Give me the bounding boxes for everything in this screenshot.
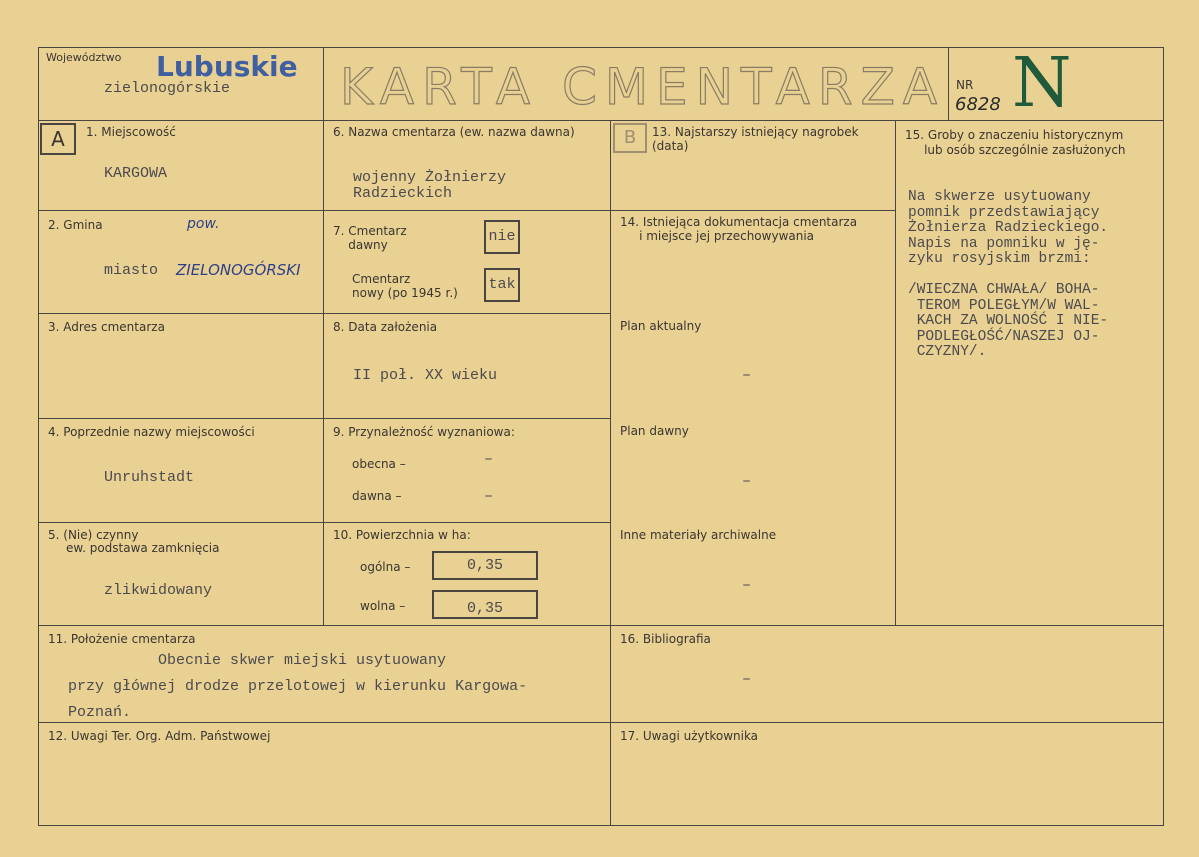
field-9-current-label: obecna – (352, 457, 406, 471)
field-7-new-label: Cmentarz nowy (po 1945 r.) (352, 272, 458, 300)
field-3-label: 3. Adres cmentarza (48, 320, 165, 334)
nr-letter: N (1012, 44, 1072, 123)
cell-1 (38, 120, 324, 211)
field-2-value: miasto (104, 262, 159, 279)
field-13-label: 13. Najstarszy istniejący nagrobek (data) (652, 125, 859, 153)
field-2-hand-prefix: pow. (187, 216, 220, 232)
field-7-old-value: nie (484, 220, 520, 254)
field-1-value: KARGOWA (104, 165, 168, 182)
voivodeship-value: zielonogórskie (104, 80, 231, 97)
field-9-label: 9. Przynależność wyznaniowa: (333, 425, 515, 439)
plan-current-label: Plan aktualny (620, 319, 702, 333)
field-14-label: 14. Istniejąca dokumentacja cmentarza i miejsce jej przechowywania (620, 215, 858, 243)
field-5-label: 5. (Nie) czynny (48, 528, 139, 542)
field-4-value: Unruhstadt (104, 469, 195, 486)
nr-value: 6828 (955, 94, 1001, 115)
other-materials-label: Inne materiały archiwalne (620, 528, 777, 542)
plan-old-value: – (742, 473, 752, 490)
field-16-label: 16. Bibliografia (620, 632, 711, 646)
cell-14 (610, 210, 896, 626)
field-6-value: wojenny Żołnierzy Radzieckich (353, 169, 507, 202)
field-15-label: 15. Groby o znaczeniu historycznym lub osób szczególnie zasłużonych (905, 128, 1126, 157)
field-10-free-value: 0,35 (432, 590, 538, 619)
voivodeship-stamp: Lubuskie (156, 50, 298, 83)
field-15-value: Na skwerze usytuowany pomnik przedstawiający Żołnierza Radzieckiego. Napis na pomniku w ję- zyku rosyjskim brzmi: /WIECZNA CHWAŁA/ BOHA- TEROM POLEGŁYM/W WAL- KACH ZA WOLNOŚĆ I NIE- PODLEGŁOŚĆ/NASZEJ OJ- CZYZNY/. (908, 189, 1109, 360)
field-8-value: II poł. XX wieku (353, 367, 498, 384)
field-5-sublabel: ew. podstawa zamknięcia (66, 541, 220, 555)
plan-current-value: – (742, 367, 752, 384)
field-16-value: – (742, 671, 752, 688)
field-9-former-value: – (484, 488, 494, 505)
nr-label: NR (956, 78, 974, 92)
field-12-label: 12. Uwagi Ter. Org. Adm. Państwowej (48, 729, 271, 743)
field-10-label: 10. Powierzchnia w ha: (333, 528, 471, 542)
section-b-marker: B (613, 123, 647, 153)
voivodeship-label: Województwo (46, 51, 122, 64)
field-9-current-value: – (484, 451, 494, 468)
section-a-marker: A (40, 123, 76, 155)
field-11-label: 11. Położenie cmentarza (48, 632, 196, 646)
field-8-label: 8. Data założenia (333, 320, 438, 334)
field-17-label: 17. Uwagi użytkownika (620, 729, 759, 743)
field-2-label: 2. Gmina (48, 218, 103, 232)
field-6-label: 6. Nazwa cmentarza (ew. nazwa dawna) (333, 125, 575, 139)
field-10-total-label: ogólna – (360, 560, 411, 574)
field-10-free-label: wolna – (360, 599, 406, 613)
field-4-label: 4. Poprzednie nazwy miejscowości (48, 425, 255, 439)
field-10-total-value: 0,35 (432, 551, 538, 580)
card-title: KARTA CMENTARZA (340, 58, 946, 116)
field-5-value: zlikwidowany (104, 582, 213, 599)
field-1-label: 1. Miejscowość (86, 125, 176, 139)
field-2-hand-value: ZIELONOGÓRSKI (176, 261, 301, 279)
field-11-value: Obecnie skwer miejski usytuowany przy głównej drodze przelotowej w kierunku Kargowa- Poznań. (68, 652, 528, 721)
other-materials-value: – (742, 577, 752, 594)
field-9-former-label: dawna – (352, 489, 402, 503)
field-7-new-value: tak (484, 268, 520, 302)
plan-old-label: Plan dawny (620, 424, 689, 438)
field-7-old-label: 7. Cmentarz dawny (333, 224, 407, 252)
